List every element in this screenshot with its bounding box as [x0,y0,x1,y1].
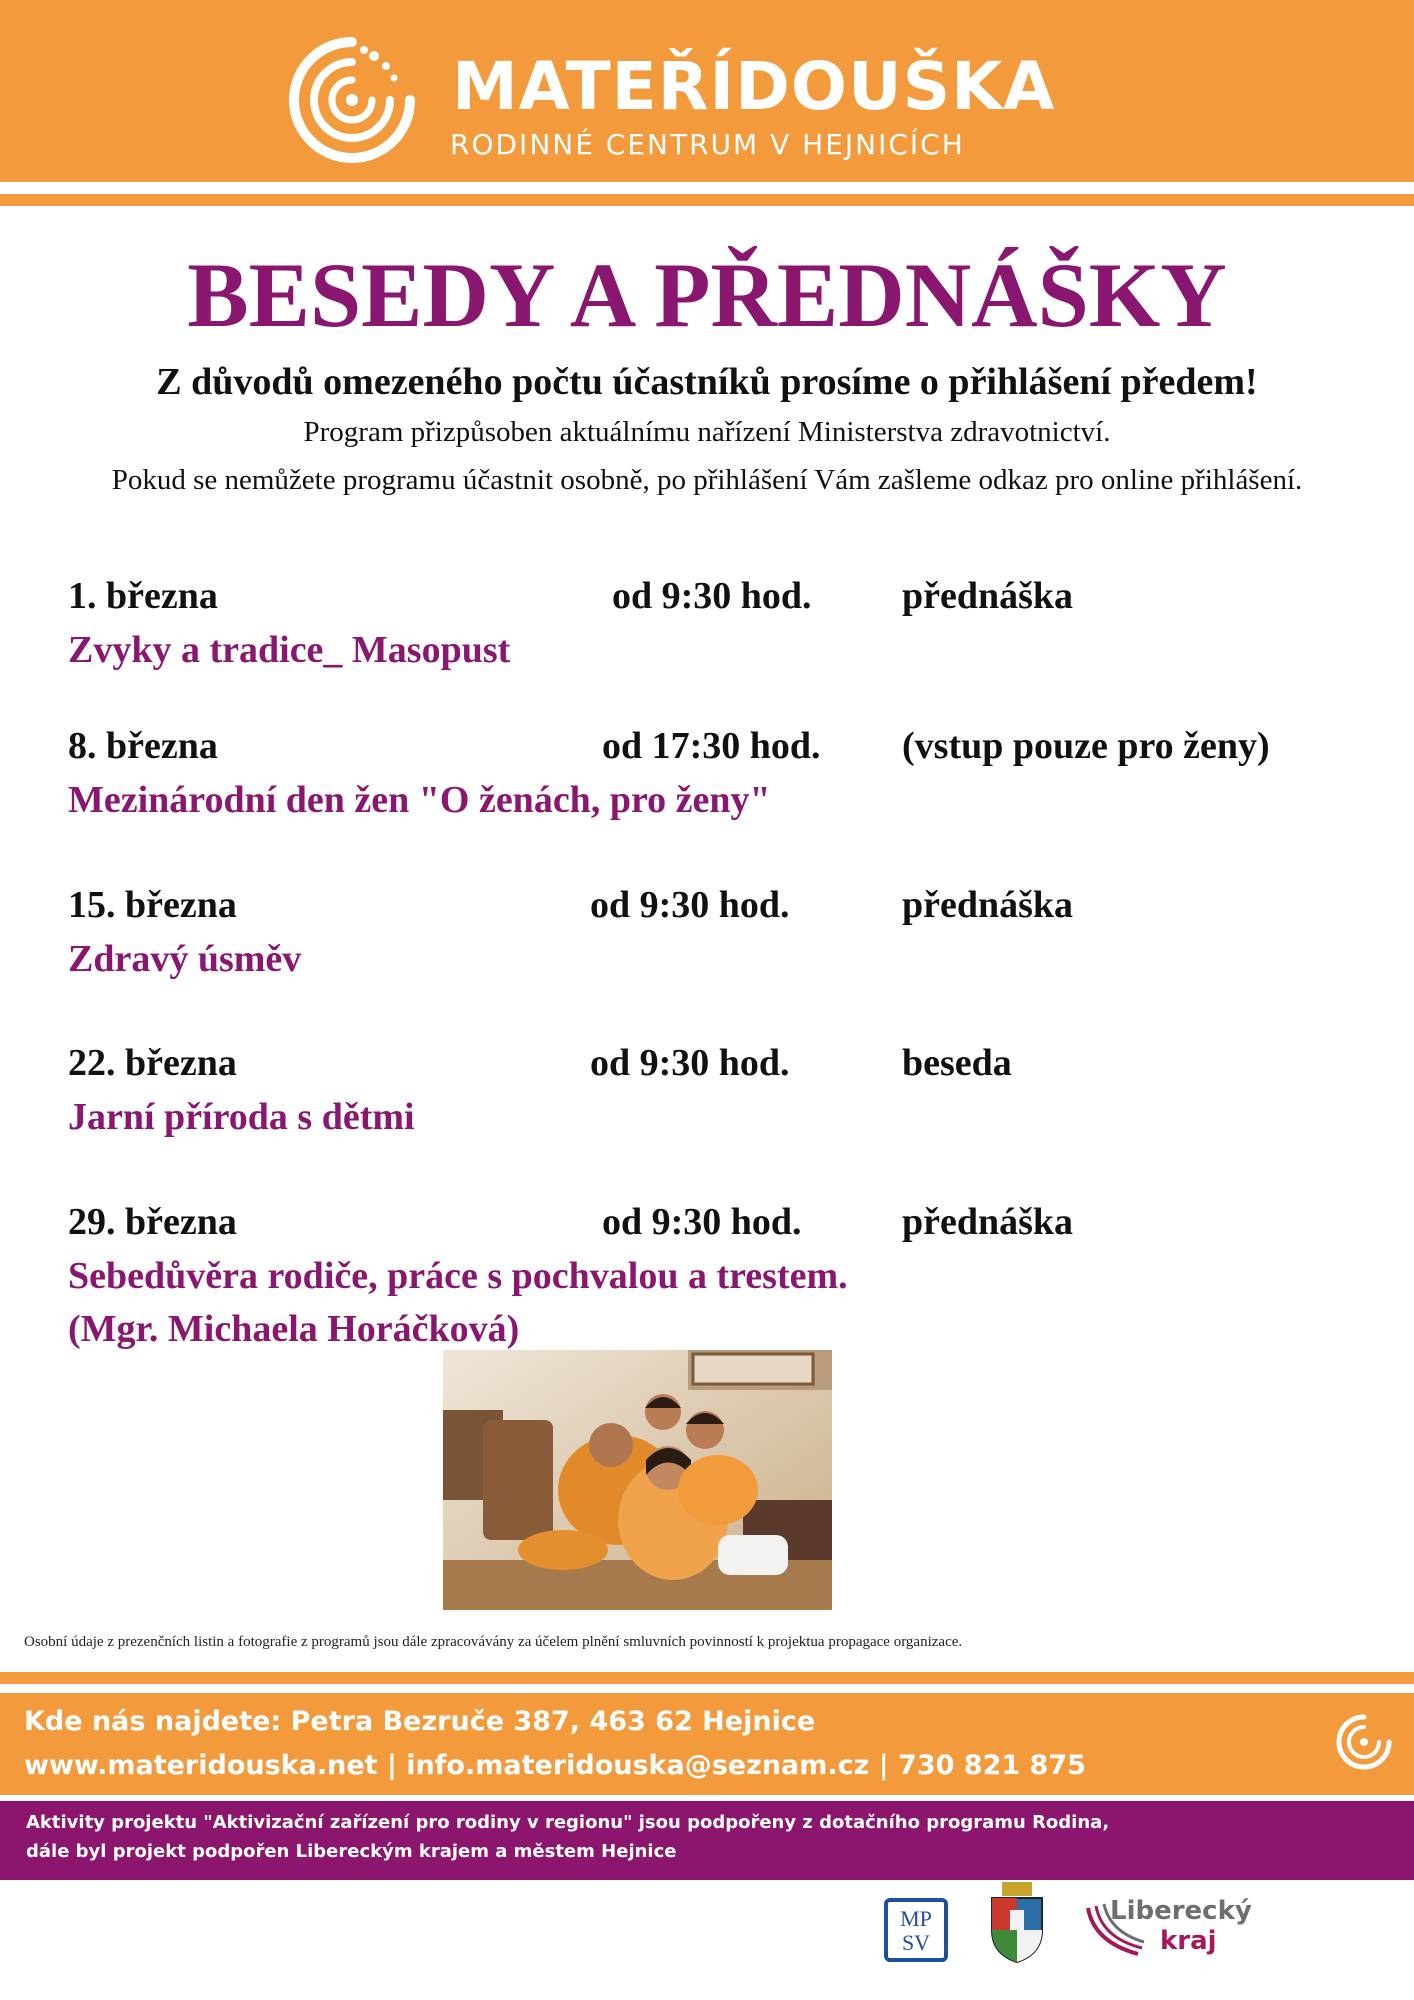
footer-divider [0,1672,1414,1684]
info-line: Pokud se nemůžete programu účastnit osobně, po přihlášení Vám zašleme odkaz pro online přihlášení. [111,464,1303,496]
mpsv-logo-text: SV [901,1930,931,1955]
footer-address: Kde nás najdete: Petra Bezruče 387, 463 62 Hejnice [24,1706,816,1737]
support-text: dále byl projekt podpořen Libereckým krajem a městem Hejnice [26,1841,677,1862]
kraj-logo-text: kraj [1160,1926,1217,1956]
event-title: Sebedůvěra rodiče, práce s pochvalou a trestem. [68,1255,848,1297]
event-type: přednáška [902,884,1074,926]
event-time: od 9:30 hod. [590,1042,790,1084]
event-title: Zvyky a tradice_ Masopust [68,629,511,671]
event-date: 29. března [68,1201,237,1243]
event-type: přednáška [902,575,1074,617]
support-text: Aktivity projektu "Aktivizační zařízení pro rodiny v regionu" jsou podpořeny z dotačního programu Rodina, [26,1812,1110,1833]
brand-name: MATEŘÍDOUŠKA [452,48,1056,125]
event-date: 22. března [68,1042,237,1084]
brand-subtitle: RODINNÉ CENTRUM V HEJNICÍCH [450,128,965,161]
event-title: Mezinárodní den žen "O ženách, pro ženy" [68,779,771,821]
event-time: od 9:30 hod. [612,575,812,617]
mpsv-logo-text: MP [900,1906,932,1931]
event-type: beseda [902,1042,1012,1084]
event-date: 8. března [68,725,218,767]
family-photo [443,1350,832,1610]
footer-contact[interactable]: www.materidouska.net | info.materidouska@seznam.cz | 730 821 875 [24,1750,1086,1781]
event-type: (vstup pouze pro ženy) [902,725,1270,767]
event-type: přednáška [902,1201,1074,1243]
privacy-note: Osobní údaje z prezenčních listin a fotografie z programů jsou dále zpracovávány za účelem plnění smluvních povinností k projektua propagace organizace. [24,1634,963,1650]
event-date: 1. března [68,575,218,617]
event-time: od 9:30 hod. [590,884,790,926]
page-title: BESEDY A PŘEDNÁŠKY [187,244,1227,346]
event-title: Jarní příroda s dětmi [68,1096,415,1138]
event-date: 15. března [68,884,237,926]
liberecky-logo-text: Liberecký [1110,1896,1252,1926]
hejnice-crest-icon [988,1880,1046,1964]
event-time: od 9:30 hod. [602,1201,802,1243]
event-title: Zdravý úsměv [68,938,302,980]
header-divider [0,194,1414,206]
event-lecturer: (Mgr. Michaela Horáčková) [68,1308,520,1350]
mpsv-logo [884,1898,948,1962]
swirl-logo-icon [1334,1712,1394,1772]
registration-notice: Z důvodů omezeného počtu účastníků prosíme o přihlášení předem! [156,361,1258,403]
materidouska-logo-icon [282,30,422,170]
info-line: Program přizpůsoben aktuálnímu nařízení Ministerstva zdravotnictví. [303,416,1111,448]
event-time: od 17:30 hod. [602,725,821,767]
